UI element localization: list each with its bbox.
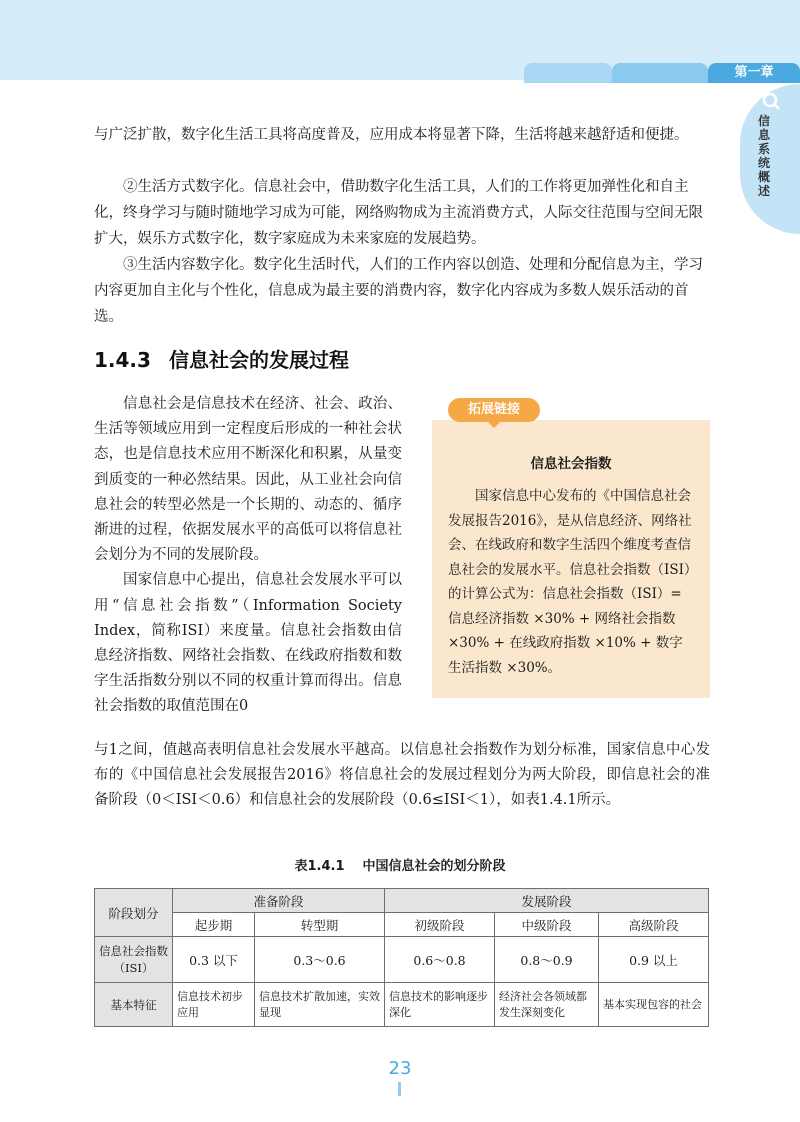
table-caption-number: 表1.4.1: [294, 859, 345, 874]
stage-cell: 起步期: [173, 913, 255, 937]
left-paragraph-1: 信息社会是信息技术在经济、社会、政治、生活等领域应用到一定程度后形成的一种社会状态，也是信息技术应用不断深化和积累，从量变到质变的一种必然结果。因此，从工业社会向信息社会的转型必然是一个长期的、动态的、循序渐进的过程，依据发展水平的高低可以将信息社会划分为不同的发展阶段。: [94, 396, 402, 564]
side-chapter-tab: [740, 84, 800, 234]
section-heading: [94, 344, 349, 373]
feature-cell: 基本实现包容的社会: [599, 983, 709, 1027]
isi-cell: 0.8～0.9: [495, 937, 599, 983]
extension-title: 信息社会指数: [530, 456, 612, 472]
extension-body: 国家信息中心发布的《中国信息社会发展报告2016》，是从信息经济、网络社会、在线政府和数字生活四个维度考查信息社会的发展水平。信息社会指数（ISI）的计算公式为：信息社会指数（ISI）= 信息经济指数 ×30% + 网络社会指数 ×30% + 在线政府指数 ×10% + 数字生活指数 ×30%。: [448, 488, 692, 676]
table-corner: 阶段划分: [95, 889, 173, 937]
stage-table: [94, 888, 709, 1027]
stage-cell: 高级阶段: [599, 913, 709, 937]
extension-tag: 拓展链接: [448, 398, 540, 422]
feature-cell: 信息技术的影响逐步深化: [385, 983, 495, 1027]
side-chapter-title: 信息系统概述: [757, 114, 770, 198]
paragraph-1: 与广泛扩散，数字化生活工具将高度普及，应用成本将显著下降，生活将越来越舒适和便捷。: [94, 127, 689, 143]
section-number: 1.4.3: [94, 348, 151, 372]
feature-cell: 经济社会各领域都发生深刻变化: [495, 983, 599, 1027]
section-title: 信息社会的发展过程: [168, 348, 349, 372]
table-stage-row: [95, 913, 709, 937]
left-column: [94, 392, 402, 720]
table-caption: [0, 855, 800, 874]
stage-cell: 初级阶段: [385, 913, 495, 937]
chapter-tabs: [524, 63, 800, 83]
tab-decor-1: [524, 63, 612, 83]
isi-row-label: 信息社会指数（ISI）: [95, 937, 173, 983]
table-caption-title: 中国信息社会的划分阶段: [362, 859, 506, 874]
page-marker: [398, 1082, 401, 1096]
feature-cell: 信息技术初步应用: [173, 983, 255, 1027]
isi-cell: 0.6～0.8: [385, 937, 495, 983]
page-number: 23: [388, 1058, 412, 1079]
chapter-tab: 第一章: [708, 63, 800, 83]
group-prep: 准备阶段: [173, 889, 385, 913]
paragraph-2: ②生活方式数字化。信息社会中，借助数字化生活工具，人们的工作将更加弹性化和自主化，终身学习与随时随地学习成为可能，网络购物成为主流消费方式，人际交往范围与空间无限扩大，娱乐方式数字化，数字家庭成为未来家庭的发展趋势。: [94, 179, 703, 247]
feature-row-label: 基本特征: [95, 983, 173, 1027]
paragraph-continuation: 与1之间，值越高表明信息社会发展水平越高。以信息社会指数作为划分标准，国家信息中心发布的《中国信息社会发展报告2016》将信息社会的发展过程划分为两大阶段，即信息社会的准备阶段（0＜ISI＜0.6）和信息社会的发展阶段（0.6≤ISI＜1），如表1.4.1所示。: [94, 742, 710, 809]
table-feature-row: [95, 983, 709, 1027]
feature-cell: 信息技术扩散加速，实效显现: [255, 983, 385, 1027]
stage-cell: 中级阶段: [495, 913, 599, 937]
group-dev: 发展阶段: [385, 889, 709, 913]
isi-cell: 0.3 以下: [173, 937, 255, 983]
stage-cell: 转型期: [255, 913, 385, 937]
tab-decor-2: [612, 63, 708, 83]
isi-cell: 0.3～0.6: [255, 937, 385, 983]
magnifier-icon: [762, 92, 780, 110]
table-header-row: [95, 889, 709, 913]
table-isi-row: [95, 937, 709, 983]
isi-cell: 0.9 以上: [599, 937, 709, 983]
left-paragraph-2: 国家信息中心提出，信息社会发展水平可以用“信息社会指数”（Information Society Index，简称ISI）来度量。信息社会指数由信息经济指数、网络社会指数、在线政府指数和数字生活指数分别以不同的权重计算而得出。信息社会指数的取值范围在0: [94, 572, 402, 715]
paragraph-3: ③生活内容数字化。数字化生活时代，人们的工作内容以创造、处理和分配信息为主，学习内容更加自主化与个性化，信息成为最主要的消费内容，数字化内容成为多数人娱乐活动的首选。: [94, 257, 703, 325]
